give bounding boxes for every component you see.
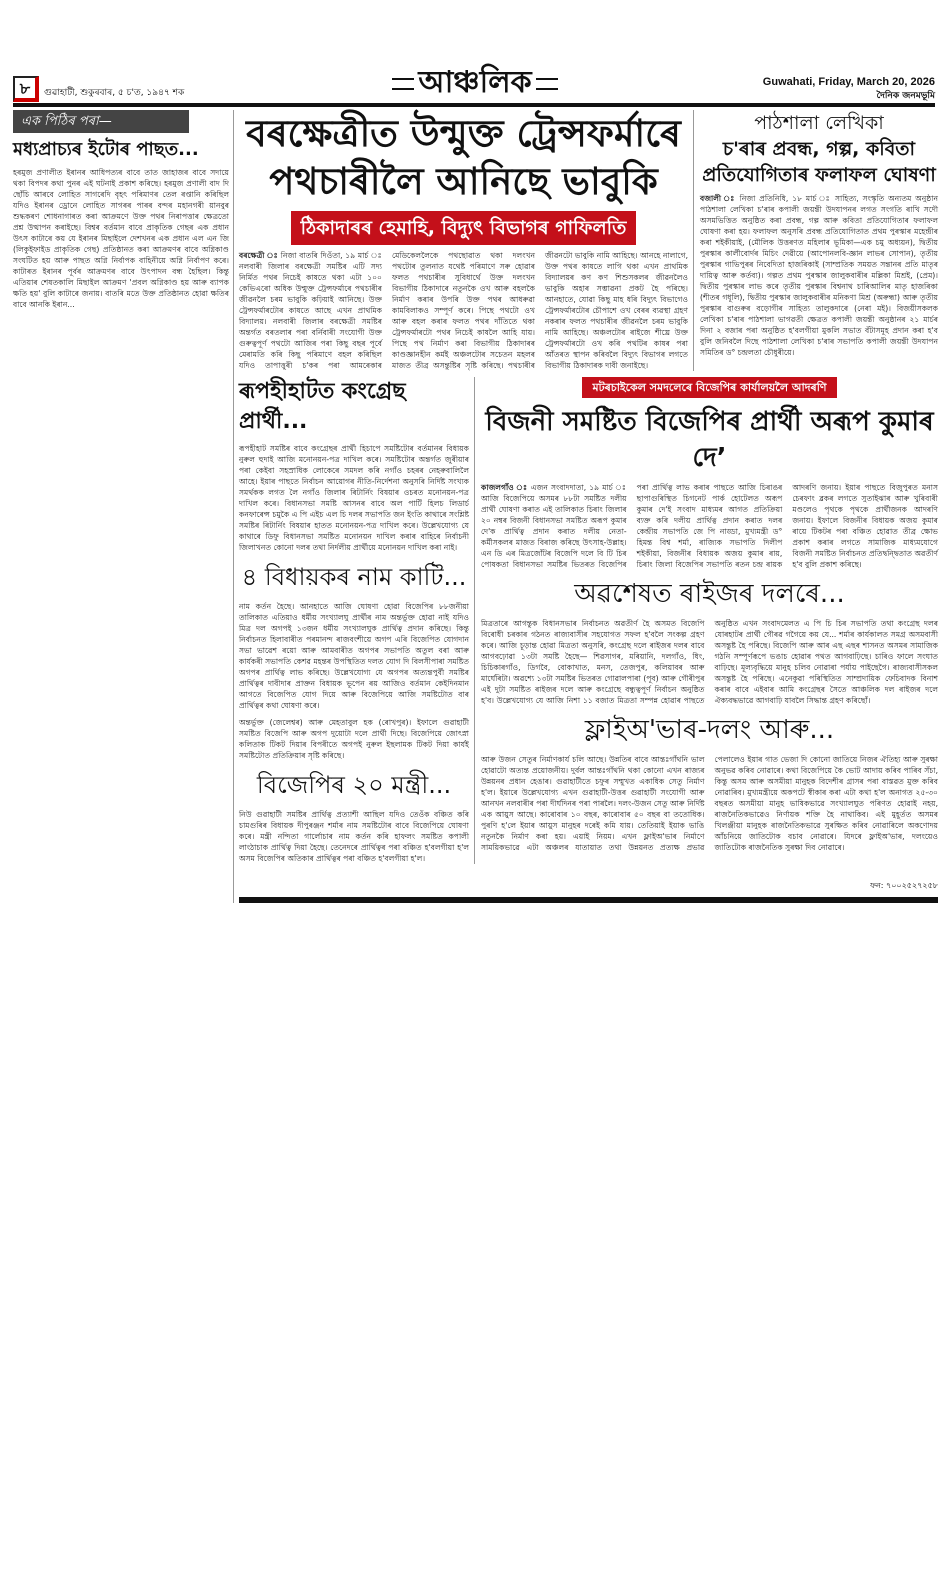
article-lead: [239, 250, 688, 371]
article-raijor-dal: মিত্ৰতাৰে আগন্তুক বিধানসভাৰ নিৰ্বাচনত অৱতীৰ্ণ হৈ অসমত বিজেপি বিৰোধী চৰকাৰ গঠনত ৰাজ্যবাসীৰ সহযোগত সফল হ'বলৈ সংকল্প গ্ৰহণ কৰে। আজি চূড়ান্ত হোৱা মিত্ৰতা অনুসৰি, কংগ্ৰেছ দলে ৰাইজৰ দলৰ বাবে আগবঢ়োৱা ১৩টা সমষ্টি হৈছে— শিৱসাগৰ, মৰিয়ানি, দলগাঁও, ধিং, চিচিকাৰগাঁও, ডিগবৈ, বোকাখাত, মনস, তেজপুৰ, কলিয়াবৰ আৰু মাৰ্ঘেৰিটা। অৱশ্যে ১৩টা সমষ্টিৰ ভিতৰত গোৱালপাৰা (পূব) আৰু গৌৰীপুৰ এই দুটা সমষ্টিত ৰাইজৰ দলে আৰু কংগ্ৰেছে বন্ধুত্বপূৰ্ণ নিৰ্বাচন অনুষ্ঠিত হ'ব। উল্লেখযোগ্য যে আজি নিশা ১১ বজাত মিত্ৰতা সম্পন্ন হোৱাৰ পাছতে অনুষ্ঠিত এখন সংবাদমেলত এ পি চি চিৰ সভাপতি তথা কংগ্ৰেছ দলৰ যোৰহাটৰ প্ৰাৰ্থী গৌৰৱ গগৈয়ে কয় যে... শৰ্মাৰ কাৰ্যকালত সমগ্ৰ অসমবাসী অসন্তুষ্ট হৈ পৰিছে। বিজেপি আৰু আৰ এছ এছৰ শাসনত অসমৰ সামাজিক গঠনি সম্পূৰ্ণৰূপে ভঙাচ হোৱাৰ পথত আগবাঢ়িছে। চাৰিও ফালে সংঘাত বাঢ়িছে। মূল্যবৃদ্ধিয়ে মানুহ চলিব নোৱাৰা পৰ্যায় পাইছেগৈ। ৰাজ্যবাসীসকল অসন্তুষ্ট হৈ পৰিছে। এনেকুৱা পৰিস্থিতিত সাম্প্ৰদায়িক ফেচিবাদক বিনাশ কৰাৰ বাবে এইবাৰ আমি কংগ্ৰেছৰ সৈতে আঞ্চলিক দল ৰাইজৰ দলে ঐক্যবদ্ধভাৱে আগবাঢ়ি যাবলৈ সিদ্ধান্ত গ্ৰহণ কৰিছোঁ।: [481, 619, 938, 705]
bijni-dateline: কাজলগাঁও ঃ: [481, 483, 528, 492]
top-row: [239, 110, 938, 371]
bottom-row: [239, 377, 938, 864]
section-title: আঞ্চলিক: [380, 66, 570, 100]
article-bjp-20-ministers: নিউ গুৱাহাটী সমষ্টিৰ প্ৰাৰ্থিত্ব প্ৰত্যাশী আছিল যদিও তেওঁক বঞ্চিত কৰি চামগুৰিৰ বিধায়ক দীপুৰঞ্জন শৰ্মাৰ নাম সমষ্টিটোৰ বাবে বিজেপিয়ে ঘোষণা কৰে। মন্ত্ৰী নন্দিতা গাৰ্লোচাৰ নাম কৰ্তন কৰি হাফলং সমষ্টিত কপালী লাংঠাচাক প্ৰাৰ্থিত্ব দিয়া হৈছে। তেনেদৰে প্ৰাৰ্থিত্বৰ পৰা বঞ্চিত হ'বলগীয়া হ'ল অসম বিজেপিৰ অতিকাৰ প্ৰাৰ্থিত্বৰ পৰা বঞ্চিত হ'বলগীয়া হ'ল।: [239, 810, 469, 863]
headline-rupohihat: ৰূপহীহাটত কংগ্ৰেছ প্ৰাৰ্থী...: [239, 379, 406, 434]
pathshala-story: [694, 110, 938, 371]
lead-subhead-banner: ঠিকাদাৰৰ হেমাহি, বিদ্যুৎ বিভাগৰ গাফিলতি: [291, 211, 637, 245]
bijni-body: এজন সংবাদদাতা, ১৯ মাৰ্চ ঃ আজি বিজেপিয়ে অসমৰ ৮৮টা সমষ্টিত দলীয় প্ৰাৰ্থী ঘোষণা কৰাত এই তালিকাত চিৰাং জিলাৰ ২০ নম্বৰ বিজনী বিধানসভা সমষ্টিত অৰূপ কুমাৰ দে'ক প্ৰাৰ্থিত্ব প্ৰদান কৰাত দলীয় নেতা-কৰ্মীসকলৰ মাজত বিৰাজ কৰিছে উৎসাহ-উল্লাহ। এন ডি এৰ মিত্ৰজোঁটৰ বিজেপি দলে বি টি চিৰ পোষকতা বিধানসভা সমষ্টিৰ ভিতৰত বিজেপিৰ পৰা প্ৰাৰ্থিত্ব লাভ কৰাৰ পাছতে আজি চিৰাঙৰ ছাপাগুৰিস্থিত চিগনেট পাৰ্ক হোটেলত অৰূপ কুমাৰ দে'ই সংবাদ মাধ্যমৰ আগত প্ৰতিক্ৰিয়া ব্যক্ত কৰি দলীয় প্ৰাৰ্থিত্ব প্ৰদান কৰাত দলৰ কেন্দ্ৰীয় সভাপতি জে পি নাড্ডা, মুখ্যমন্ত্ৰী ড° হিমন্ত বিশ্ব শৰ্মা, ৰাজ্যিক সভাপতি দিলীপ শইকীয়া, বিজনীৰ বিধায়ক অজয় কুমাৰ ৰায়, চিৰাং জিলা বিজেপিৰ সভাপতি ৰতন চন্দ্ৰ ৰায়ক আদৰণি জনায়। ইয়াৰ পাছতে বিজুপুৰত মনাস চেৰফাং ব্লকৰ লগতে সুতাইঝাৰ আৰু খুৰিবাৰী মণ্ডলেও পৃথকে পৃথকে প্ৰাৰ্থীজনক আদৰণি জনায়। ইফালে বিজনীৰ বিধায়ক অজয় কুমাৰ ৰায়ে টিকটৰ পৰা বঞ্চিত হোৱাত তীব্ৰ ক্ষোভ প্ৰকাশ কৰাৰ লগতে সামাজিক মাধ্যমযোগে বিজনী সমষ্টিত নিৰ্বাচনত প্ৰতিদ্বন্দ্বিতাত অৱতীৰ্ণ হ'ব বুলি প্ৰকাশ কৰিছে।: [481, 483, 938, 569]
top-rule: [13, 103, 935, 107]
page-number: ৮: [13, 76, 39, 102]
pathshala-body: নিজা প্ৰতিনিধি, ১৮ মাৰ্চ ঃ সাহিত্য, সংস্কৃতি অন্যতম অনুষ্ঠান পাঠশালা লেখিকা চ'ৰাৰ কপালী জয়ন্তী উদযাপনৰ লগত সংগতি ৰাখি সদৌ অসমভিত্তিত অনুষ্ঠিত কৰা প্ৰবন্ধ, গল্প আৰু কবিতা প্ৰতিযোগিতাৰ ফলাফল ঘোষণা কৰা হয়। ফলাফল অনুসৰি প্ৰবন্ধ প্ৰতিযোগিতাত প্ৰথম পুৰস্কাৰ মহেন্দ্ৰীৰ কৰা শইকীয়াই, (মৌলিক উত্তৰণত মহিলাৰ ভূমিকা—এক চমু অধ্যয়ন), দ্বিতীয় পুৰস্কাৰ কাৰ্লীবোৰ্দৰ মিচিং দেৱীয়ে (আপোনলবি-জ্ঞান লাভৰ সোপান), তৃতীয় পুৰস্কাৰ গাভিপুৰৰ নিবেদিতা হাজৰিকাই (সাম্প্ৰতিক সময়ত সন্তানৰ প্ৰতি মাতৃৰ দায়িত্ব আৰু কৰ্তব্য)। গল্পত প্ৰথম পুৰস্কাৰ জালুকবাৰীৰ মল্লিকা মিশ্ৰই, (প্ৰেম)। দ্বিতীয় পুৰস্কাৰ লাভ কৰে তৃতীয় পুৰস্কাৰ বিশ্বনাথ চাৰিআলিৰ মাতৃ হাজৰিকা (শীতৰ গধূলি), দ্বিতীয় পুৰস্কাৰ জালুকবাৰীৰ মনিকণা মিশ্ৰ (অৰুন্ধা) আৰু তৃতীয় পুৰস্কাৰ বাগুৰুৰ বড়োগীৰ সাহিত্য তালুকদাৰে (নেৰা মই)। বিজয়ীসকলক লেখিকা চ'ৰাৰ পাঠশালা ভাগৱতী ক্ষেত্ৰত কপালী জয়ন্তী অনুষ্ঠানৰ ২১ মাৰ্চৰ দিনা ২ বজাৰ পৰা অনুষ্ঠিত হ'বলগীয়া মুকলি সভাত বঁটাসমূহ প্ৰদান কৰা হ'ব বুলি জনিবলৈ দিছে পাঠশালা লেখিকা চ'ৰাৰ সভাপতি কপালী জয়ন্তী উদযাপন সমিতিৰ ড° চন্দ্ৰলতা চৌধুৰীয়ে।: [700, 194, 938, 357]
lead-headline-line2: পথচাৰীলৈ আনিছে ভাবুকি: [269, 160, 658, 203]
article-pathshala: [700, 193, 938, 358]
left-column: [13, 110, 234, 903]
lead-headline: [239, 110, 688, 206]
article-bijni: [481, 482, 938, 570]
headline-raijor-dal: অৱশেষত ৰাইজৰ দলৰে...: [574, 579, 845, 609]
main-area: [234, 110, 938, 903]
lead-dateline: বৰক্ষেত্ৰী ঃ: [239, 251, 279, 260]
lead-story: [239, 110, 694, 371]
date-bengali: গুৱাহাটী, শুকুৰবাৰ, ৫ চ'ত, ১৯৪৭ শক: [44, 88, 185, 98]
headline-middle-east: মধ্যপ্ৰাচ্যৰ ইটোৰ পাছত...: [13, 139, 199, 160]
pathshala-headline-line1: পাঠশালা লেখিকা: [754, 112, 884, 134]
page-body: [13, 110, 938, 903]
headline-flyover: ফ্লাইঅ'ভাৰ-দলং আৰু...: [584, 715, 835, 745]
paper-name: দৈনিক জনমভূমি: [876, 91, 935, 101]
article-rupohihat: ৰূপহীহাট সমষ্টিৰ বাবে কংগ্ৰেছৰ প্ৰাৰ্থী হিচাপে সমষ্টিটোৰ বৰ্তমানৰ বিধায়ক নুৰুল হুদাই আজি মনোনয়ন-পত্ৰ দাখিল কৰে। সমষ্টিটোৰ অন্তৰ্গত জুৰীয়াৰ পৰা কেইবা সহস্ৰাধিক লোকেৰে সমদল কৰি নগাঁও চহৰৰ নেহৰুবালিলৈ আহে। ইয়াৰ পাছতে নিৰ্বাচন আয়োগৰ নীতি-নিৰ্দেশনা অনুসৰি নিৰ্দিষ্ট সংখ্যক সমৰ্থকক লগত লৈ নগাঁও জিলাৰ ৰিটাৰ্নিং বিষয়াৰ ওচৰত মনোনয়ন-পত্ৰ দাখিল কৰে। বিধানসভা সমষ্টি আসনৰ বাবে অল পাৰ্টি হিলচ লিডাৰ্চ কনফাৰেন্স চমুকৈ এ পি এইচ এল চি দলৰ সভাপতি জন ইংতি কাথাৰে সংশ্লিষ্ট সমষ্টিৰ ৰিটাৰ্নিং বিষয়াৰ হাতত মনোনয়ন-পত্ৰ দাখিল কৰে। উল্লেখযোগ্য যে কাথাৰে ডিফু বিধানসভা সমষ্টিত মনোনয়ন দাখিল কৰাৰ বাহিৰে নিৰ্বাচনী জিলাখনত কোনো দলৰ তথা নিৰ্দলীয় প্ৰাৰ্থীয়ে মনোনয়ন দাখিল কৰা নাই।: [239, 444, 469, 552]
continued-kicker: এক পিঠিৰ পৰা—: [13, 110, 189, 133]
article-flyover: আৰু উজন সেতুৰ নিৰ্মাণকাৰ্য চলি আছে। উন্নতিৰ বাবে আন্তঃগাঁথনি ভাল হোৱাটো অত্যন্ত প্ৰয়োজনীয়। দুৰ্বল আন্তঃগাঁথনি থকা কোনো এখন ৰাজ্যৰ উন্নয়নৰ প্ৰধান হেঙাৰ। গুৱাহাটীতে চফুৰ সম্মুখত একাধিক সেতু নিৰ্মাণ হ'ল। ইয়াৰে উল্লেখযোগ্য এখন গুৱাহাটী-উত্তৰ গুৱাহাটী সংযোগী আৰু আনখন নলবাৰীৰ পৰা দীৰ্ঘদিনৰ পৰা পাৰলৈ। দলং-উজন সেতু আৰু নিৰ্দিষ্ট এক আয়ুস আছে। কাৰোবাৰ ১০ বছৰ, কাৰোবাৰ ৫০ বছৰ বা ততোধিক। পুৰণি হ'লে ইয়াৰ আয়ুস মানুহৰ দৰেই কমি যায়। তেতিয়াই ইয়াক ভাঙি নতুনকৈ নিৰ্মাণ কৰা হয়। এয়াই নিয়ম। এখন ফ্লাইঅ'ভাৰ নিৰ্মাণে সাময়িকভাৱে এটা অঞ্চলৰ যাতায়াত তথা উন্নয়নত প্ৰত্যক্ষ প্ৰভাৱ পেলালেও ইয়াৰ গাত ভেজা দি কোনো জাতিয়ে নিজৰ ঐতিহ্য আৰু সুৰক্ষা অনুভৱ কৰিব নোৱাৰে। কথা বিজেপিয়ে কৈ ভোট আদায় কৰিব পাৰিব সঁচা, কিন্তু অসম আৰু অসমীয়া মানুহক বিদেশীৰ গ্ৰাসৰ পৰা বাস্তৱত মুক্ত কৰিব নোৱাৰিব। মুখ্যমন্ত্ৰীয়ে অকপটে স্বীকাৰ কৰা এটা কথা হ'ল অনাগত ২৫-৩০ বছৰত অসমীয়া মানুহ ভাষিকভাৱে সংখ্যালঘুত পৰিণত হোৱাই নহয়, ৰাজনৈতিকভাৱেও নিৰ্ণায়ক শক্তি হৈ নাথাকিব। এই মুহূৰ্তত অসমৰ খিলঞ্জীয়া মানুহক ৰাজনৈতিকভাৱে সুৰক্ষিত কৰিব নোৱাৰিলে অকণোদয় আঁচনিয়ে জাতিটোক বচাব নোৱাৰে। যিদৰে ফ্লাইঅ'ভাৰ, দলংয়েও জাতিটোক ৰাজনৈতিক সুৰক্ষা দিব নোৱাৰে।: [481, 755, 938, 852]
footer-phone: ফন: ৭০০২৫২৭২৫৮: [870, 881, 938, 890]
footer: [239, 876, 938, 903]
headline-pathshala: [700, 110, 938, 188]
pathshala-dateline: বজালী ঃ: [700, 194, 736, 203]
lead-body: নিজা বাতৰি দিওঁতা, ১৯ মাৰ্চ ঃ নলবাৰী জিলাৰ বৰক্ষেত্ৰী সমষ্টিৰ এটি সদ্য নিৰ্মিত পথৰ নিচেই কাষতে থকা এটা ১০০ কেভিএৰো অধিক উন্মুক্ত ট্ৰেন্সফৰ্মাৰে পথচাৰীৰ জীৱনলৈ চৰম ভাবুকি কঢ়িয়াই আনিছে। উক্ত ট্ৰেন্সফৰ্মাৰটোৰ কাষতে আছে এখন প্ৰাথমিক বিদ্যালয়। নলবাৰী জিলাৰ বৰক্ষেত্ৰী সমষ্টিৰ অন্তৰ্গত বৰতলাৰ পৰা বৰ্নিবাৰী সংযোগী উক্ত গুৰুত্বপূৰ্ণ পথটো আজিৰ পৰা কিছু বছৰ পূৰ্বে মেৰামতি কৰি কিছু পৰিমাণে বহল কৰিছিল যদিও তাপাত্তুৰী চ'কৰ পৰা আমৰেকাৰ মেডিকেললৈকে পথছোৱাত থকা দলংখন পথটোৰ তুলনাত যথেষ্ট পৰিমাণে সৰু হোৱাৰ ফলত পথচাৰীৰ সুবিধাৰ্থে উক্ত দলংখন বিভাগীয় ঠিকাদাৰে নতুনকৈ ওখ আৰু বহলকৈ নিৰ্মাণ কৰাৰ উপৰি উক্ত পথৰ আধৰুৱা কামবিলাকও সম্পূৰ্ণ কৰে। পিছে পথটো ওখ আৰু বহল কৰাৰ ফলত পথৰ দাঁতিতে থকা ট্ৰেন্সফৰ্মাৰটো পথৰ নিচেই কাষলৈ আহি যায়। পিছে পথ নিৰ্মাণ কৰা বিভাগীয় ঠিকাদাৰৰ কাণ্ডজ্ঞানহীন কৰ্মই অঞ্চলটোৰ সচেতন মহলৰ মাজত তীব্ৰ অসন্তুষ্টিৰ সৃষ্টি কৰিছে। পথচাৰীৰ জীৱনটো ভাবুকি নামি আহিছে। আনহে নালাগে, উক্ত পথৰ কাষতে লাগি থকা এখন প্ৰাথমিক বিদ্যালয়ৰ কণ কণ শিশুসকলৰ জীৱনলৈও ভাবুকি অহাৰ সম্ভাৱনা প্ৰকট হৈ পৰিছে। আনহাতে, যোৱা কিছু মাহ ধৰি বিদ্যুৎ বিভাগেও ট্ৰেন্সফৰ্মাৰটোৰ চৌপাশে ওখ বেৰৰ ব্যৱস্থা গ্ৰহণ নকৰাৰ ফলত পথচাৰীৰ জীৱনলৈ চৰম ভাবুকি নামি আহিছে। অঞ্চলটোৰ ৰাইজে শীঘ্ৰে উক্ত ট্ৰেন্সফৰ্মাৰটো ওখ কৰি পথটিৰ কাষৰ পৰা আঁতৰত স্থাপন কৰিবলৈ বিদ্যুৎ বিভাগৰ লগতে বিভাগীয় ঠিকাদাৰক দাবী জনাইছে।: [239, 251, 688, 370]
headline-four-mla: ৪ বিধায়কৰ নাম কাটি...: [241, 563, 467, 591]
pathshala-headline-line3: প্ৰতিযোগিতাৰ ফলাফল ঘোষণা: [702, 164, 936, 186]
center-column: [239, 377, 475, 864]
right-column: [475, 377, 938, 864]
headline-bijni: বিজনী সমষ্টিত বিজেপিৰ প্ৰাৰ্থী অৰূপ কুমাৰ দে’: [485, 407, 934, 473]
pathshala-headline-line2: চ'ৰাৰ প্ৰবন্ধ, গল্প, কবিতা: [722, 138, 916, 160]
article-middle-east: হৰমুজ প্ৰণালীত ইৰানৰ আধিপত্যৰ বাবে তাত জাহাজৰ বাবে সদায়ে থকা বিপদৰ কথা পুনৰ এই ঘটনাই প্ৰকাশ কৰিছে। হৰমুজ প্ৰণালী বাদ দি ছোঁচি আৰবে লোহিত সাগৰেদি বৃহৎ পৰিমাণৰ তেল ৰপ্তানি কৰিছিল যদিও ইৰানৰ ড্ৰোনে লোহিত সাগৰৰ পাৰৰ বন্দৰ মহানগৰী য়ানবুৰ শুদ্ধকৰণ শোধনাগাৰত কৰা আক্ৰমণে উক্ত পথৰ নিৰাপত্তাৰ ক্ষেত্ৰতো প্ৰশ্ন উত্থাপন কৰাইছে। বিশ্বৰ বৰ্তমান বাবে প্ৰাকৃতিক গেছৰ এক প্ৰধান উৎস কাটাৰে কয় যে ইৰানৰ মিছাইলে দেশখনৰ এক প্ৰধান এল এন জি (লিকুইফাইড প্ৰাকৃতিক গেছ) প্ৰতিষ্ঠানত কৰা আক্ৰমণৰ বাবে অগ্নিকাণ্ড সংঘটিত হয় আৰু পাছত অগ্নি নিৰ্বাপক বাহিনীয়ে অগ্নি নিৰ্বাপণ কৰে। কাটাৰত ইৰানৰ পূৰ্বৰ আক্ৰমণৰ বাবে উৎপাদন বন্ধ হৈছিল। কিন্তু এতিয়াৰ শেষতকালি মিছাইল আক্ৰমণ 'প্ৰবল অগ্নিকাণ্ড হয় আৰু ব্যাপক ক্ষতি হয়' বুলি কাটাৰে জনায়। বাতৰি মতে উক্ত প্ৰতিষ্ঠানত হোৱা ক্ষতিৰ বাবে আনকি ইৰান...: [13, 168, 229, 309]
bijni-banner: মটৰচাইকেল সমদলেৰে বিজেপিৰ কাৰ্যালয়লৈ আদৰণি: [582, 377, 836, 398]
lead-headline-line1: বৰক্ষেত্ৰীত উন্মুক্ত ট্ৰেন্সফৰ্মাৰে: [246, 112, 681, 155]
article-four-mla: নাম কৰ্তন হৈছে। আনহাতে আজি ঘোষণা হোৱা বিজেপিৰ ৮৮জনীয়া তালিকাত এতিয়াও ধৰ্মীয় সংখ্যালঘু প্ৰাৰ্থীৰ নাম অন্তৰ্ভুক্ত হোৱা নাই যদিও মিত্ৰ দল অগপই ১৩জন ধৰ্মীয় সংখ্যালঘুক প্ৰাৰ্থিত্ব প্ৰদান কৰিছে। কিন্তু নিৰ্বাচনত হিলাবাৰীত পৰমানন্দ ৰাজবংশীয়ে অগপ এৰি বিজেপিত যোগদান সভা ভাৱেশ ৰয়ো আৰু আমবাৰীত অগপৰ সভাপতি অতুল বৰা আৰু কাৰ্যকৰী সভাপতি কেশৱ মহন্তৰ উপস্থিতিত দলত যোগ দি বিলসীপাৰা সমষ্টিত অগপৰ প্ৰাৰ্থিত্ব লাভ কৰিছে। উল্লেখযোগ্য যে অগপৰ অত্যন্তপুৰ্বী সমষ্টিৰ প্ৰাৰ্থিত্বৰ দাবীদাৰ প্ৰাক্তন বিধায়ক ভূপেন ৰয় আজিও বৰ্তমান কেইদিনমান আগতে বিজেপিত যোগ দিয়ে আৰু বিজেপিয়ে আজি সমষ্টিটোত বাৰ প্ৰাৰ্থিত্বৰ কথা ঘোষণা কৰে।: [239, 602, 469, 710]
article-bjp20-intro: অন্তৰ্ভুক্ত (জেলেশ্বৰ) আৰু মেহতাবুল হক (ৰোখপুৰ)। ইফালে গুৱাহাটী সমষ্টিত বিজেপি আৰু অগপ দুয়োটা দলে প্ৰাৰ্থী দিছে। বিজেপিয়ে জোৎস্না কলিতাক টিকট দিয়াৰ বিপৰীতে অগপই নুৰুল ইছলামক টিকট দিয়া কাৰ্যই সমষ্টিটোত প্ৰতিক্ৰিয়াৰ সৃষ্টি কৰিছে।: [239, 718, 469, 760]
headline-bjp-20-ministers: বিজেপিৰ ২০ মন্ত্ৰী...: [256, 771, 452, 799]
date-english: Guwahati, Friday, March 20, 2026: [762, 76, 935, 88]
